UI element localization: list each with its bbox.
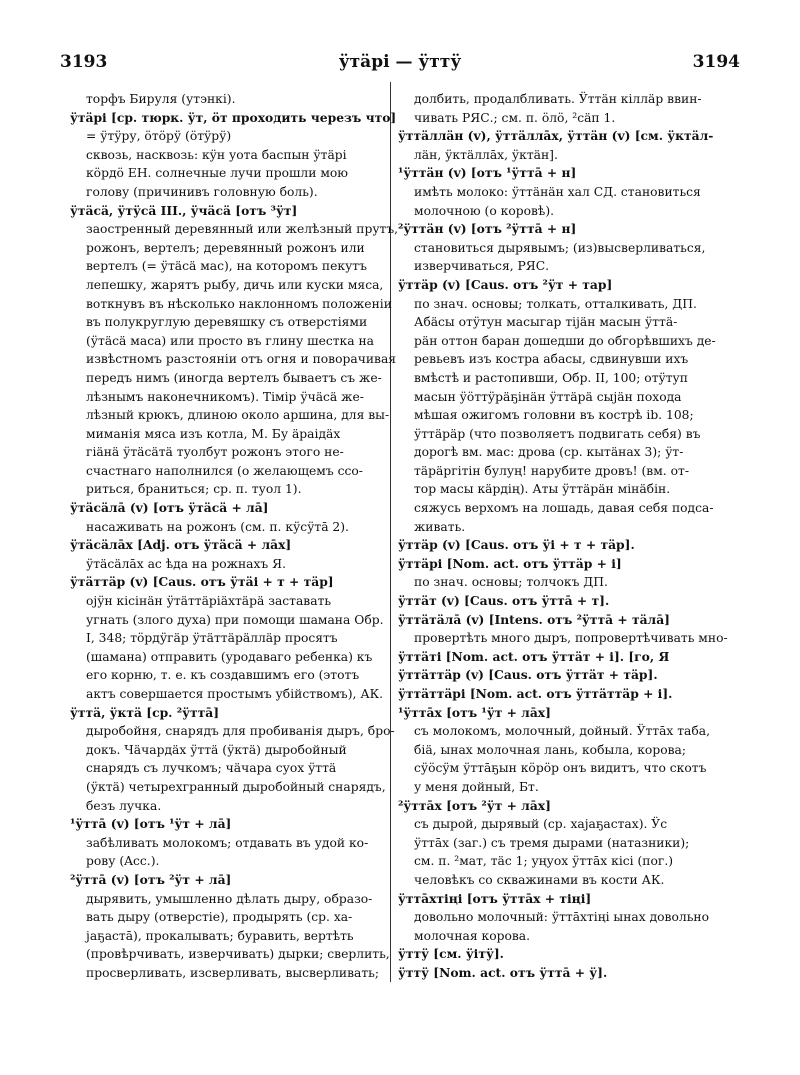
entry-text-line: его корню, т. е. къ создавшимъ его (этотъ (86, 668, 360, 683)
entry-text-line: см. п. ²мат, тäс 1; уңуох ӱттāх кісі (пог.) (414, 854, 674, 869)
entry-text-line: становиться дырявымъ; (из)высверливаться, (414, 240, 706, 255)
entry-text-line: довольно молочный: ӱттāхтіңі ынах довольно (414, 910, 709, 925)
entry-text-line: въ полукруглую деревяшку съ отверстіями (86, 315, 368, 330)
entry-text-line: снарядъ съ лучкомъ; чäчара суох ӱттä (86, 761, 337, 776)
entry-text-line: (провѣрчивать, изверчивать) дырки; сверлить, (86, 947, 390, 962)
entry-text-line: актъ совершается простымъ убійствомъ), АК. (86, 687, 384, 701)
entry-headword-line: ӱттāхтіңі [отъ ӱттāх + тіңі] (398, 890, 592, 906)
entry-text-line: рожонъ, вертелъ; деревянный рожонъ или (86, 240, 365, 255)
entry-text-line: сӱӧсӱм ӱттāҕын кӧрӧр онъ видитъ, что скотъ (414, 761, 707, 776)
entry-text-line: масын ӱӧттӱрäҕінäн ӱттäрä сыјäн похода (414, 389, 682, 404)
entry-text-line: ојӱн кісінäн ӱтäттäріäхтäрä заставать (86, 594, 332, 609)
entry-text-line: Абäсы отӱтун масыгар тіјäн масын ӱттä- (414, 315, 678, 330)
entry-text-line: тäрäргітін булуң! нарубите дровъ! (вм. от- (414, 463, 689, 478)
entry-text-line: забѣливать молокомъ; отдавать въ удой ко- (86, 835, 369, 850)
entry-text-line: лепешку, жарятъ рыбу, дичь или куски мяса, (86, 277, 384, 292)
entry-text-line: провертѣть много дыръ, попровертѣчивать мно- (414, 631, 728, 646)
entry-text-line: у меня дойный, Бт. (414, 779, 539, 794)
entry-headword-line: ӱтäсäлāх [Adj. отъ ӱтäсä + лāх] (70, 537, 292, 553)
entry-text-line: миманія мяса изъ котла, М. Бу äраідäх (86, 426, 341, 441)
entry-text-line: вмѣстѣ и растопивши, Обр. II, 100; отӱтуп (414, 370, 688, 385)
entry-text-line: біä, ынах молочная лань, кобыла, корова; (414, 742, 687, 757)
right-column (398, 90, 734, 983)
entry-headword-line: ӱттäр (v) [Caus. отъ ²ӱт + тар] (398, 276, 613, 292)
entry-headword-line: ӱтäттäр (v) [Caus. отъ ӱтäі + т + тäр] (70, 574, 334, 590)
entry-headword-line: ӱттӱ [см. ӱітӱ]. (398, 946, 504, 962)
entry-text-line: передъ нимъ (иногда вертелъ бываетъ съ же- (86, 370, 382, 385)
entry-headword-line: ²ӱттā (v) [отъ ²ӱт + лā] (70, 871, 232, 887)
entry-text-line: (шамана) отправить (уродаваго ребенка) къ (86, 649, 373, 664)
entry-headword-line: ӱттäр (v) [Caus. отъ ӱі + т + тäр]. (398, 537, 635, 553)
entry-headword-line: ¹ӱттā (v) [отъ ¹ӱт + лā] (70, 816, 232, 832)
entry-text-line: человѣкъ со скважинами въ кости АК. (414, 872, 665, 887)
entry-text-line: I, 348; тӧрдӱгäр ӱтäттäрäллäр просятъ (86, 631, 338, 646)
entry-headword-line: ӱттäтäлā (v) [Intens. отъ ²ӱттā + тäлā] (398, 611, 670, 627)
entry-text-line: дыробойня, снарядъ для пробиванія дыръ, бро- (86, 724, 395, 739)
entry-text-line: по знач. основы; толкать, отталкивать, ДП. (414, 296, 697, 311)
entry-headword-line: ӱттäт (v) [Caus. отъ ӱттā + т]. (398, 593, 610, 609)
entry-text-line: лäн, ӱктäллāх, ӱктäн]. (414, 147, 558, 162)
entry-text-line: рову (Acc.). (86, 854, 160, 869)
entry-text-line: дорогѣ вм. мас: дрова (ср. кытäнах 3); ӱт- (414, 445, 684, 460)
entry-text-line: сяжусь верхомъ на лошадь, давая себя подса- (414, 501, 714, 516)
entry-text-line: съ дырой, дырявый (ср. хајаҕастах). Ӱс (414, 817, 668, 832)
entry-text-line: просверливать, изсверливать, высверливать; (86, 965, 380, 980)
entry-text-line: ӱттäрäр (что позволяетъ подвигать себя) въ (414, 426, 701, 441)
entry-headword-line: ¹ӱттäн (v) [отъ ¹ӱттā + н] (398, 165, 577, 181)
entry-headword-line: ²ӱттāх [отъ ²ӱт + лāх] (398, 797, 551, 813)
entry-headword-line: ӱттäттäр (v) [Caus. отъ ӱттäт + тäр]. (398, 667, 658, 683)
entry-text-line: чивать РЯС.; см. п. ӧлӧ, ²сäп 1. (414, 110, 616, 125)
entry-text-line: лѣзнымъ наконечникомъ). Тімір ӱчäсä же- (86, 389, 364, 404)
left-page-number: 3193 (60, 52, 108, 72)
entry-text-line: долбить, продалбливать. Ӱттäн кіллäр ввин- (414, 92, 702, 106)
entry-text-line: изверчиваться, РЯС. (414, 259, 550, 274)
entry-text-line: счастнаго наполнился (о желающемъ ссо- (86, 463, 363, 478)
entry-text-line: риться, браниться; ср. п. туол 1). (86, 482, 302, 497)
entry-headword-line: ²ӱттäн (v) [отъ ²ӱттā + н] (398, 221, 577, 237)
entry-headword-line: ӱтäрі [ср. тюрк. ӱт, ӧт проходить черезъ что] (70, 109, 397, 125)
entry-text-line: докъ. Чäчардäх ӱттä (ӱктä) дыробойный (86, 742, 347, 757)
entry-text-line: вертелъ (= ӱтäсä мас), на которомъ пекутъ (86, 259, 367, 274)
entry-headword-line: ӱттäллäн (v), ӱттäллāх, ӱттäн (v) [см. ӱктäл- (398, 128, 714, 144)
entry-text-line: = ӱтӱру, ӧтӧрӱ (ӧтӱрӱ) (86, 129, 232, 144)
entry-text-line: гіäнä ӱтäсäтä туолбут рожонъ этого не- (86, 445, 344, 460)
right-page-number: 3194 (692, 52, 740, 72)
entry-text-line: по знач. основы; толчокъ ДП. (414, 575, 608, 590)
entry-text-line: рäн оттон баран дошедши до обгорѣвшихъ де- (414, 333, 716, 348)
entry-headword-line: ӱттäттäрі [Nom. act. отъ ӱттäттäр + і]. (398, 686, 673, 701)
running-title: ӱтäрі — ӱттӱ (338, 52, 462, 72)
entry-headword-line: ӱтäсä, ӱтӱсä III., ӱчäсä [отъ ³ӱт] (70, 202, 298, 218)
entry-text-line: (ӱтäсä маса) или просто въ глину шестка на (86, 333, 374, 348)
entry-text-line: воткнувъ въ нѣсколько наклонномъ положеніи (86, 296, 392, 311)
entry-text-line: сквозь, насквозь: кӱн уота баспын ӱтäрі (86, 147, 347, 162)
entry-headword-line: ӱттä, ӱктä [ср. ²ӱттā] (70, 704, 220, 720)
entry-text-line: молочною (о коровѣ). (414, 203, 555, 218)
entry-text-line: имѣть молоко: ӱттäнäн хал СД. становиться (414, 184, 701, 199)
entry-text-line: голову (причинивъ головную боль). (86, 184, 318, 199)
entry-text-line: дырявить, умышленно дѣлать дыру, образо- (86, 891, 373, 906)
entry-headword-line: ӱттäрі [Nom. act. отъ ӱттäр + і] (398, 555, 622, 571)
entry-text-line: кӧрдӧ ЕН. солнечные лучи прошли мою (86, 166, 349, 181)
page-header (60, 52, 740, 74)
entry-text-line: съ молокомъ, молочный, дойный. Ӱттāх таба, (414, 724, 711, 739)
entry-text-line: (ӱктä) четырехгранный дыробойный снарядъ, (86, 779, 386, 794)
entry-text-line: насаживать на рожонъ (см. п. кӱсӱтā 2). (86, 519, 349, 534)
entry-headword-line: ӱттäті [Nom. act. отъ ӱттäт + і]. [го, Я (398, 648, 670, 664)
entry-headword-line: ӱттӱ [Nom. act. отъ ӱттā + ӱ]. (398, 964, 608, 980)
entry-text-line: тор масы кäрдің). Аты ӱттäрäн мінäбін. (414, 482, 671, 497)
entry-text-line: безъ лучка. (86, 798, 162, 813)
entry-headword-line: ӱтäсäлā (v) [отъ ӱтäсä + лā] (70, 500, 269, 516)
entry-text-line: лѣзный крюкъ, длиною около аршина, для вы- (86, 408, 390, 423)
entry-text-line: вать дыру (отверстіе), продырять (ср. ха- (86, 910, 353, 925)
entry-text-line: извѣстномъ разстояніи отъ огня и поворачивая (86, 352, 397, 367)
entry-headword-line: ¹ӱттāх [отъ ¹ӱт + лāх] (398, 704, 551, 720)
entry-text-line: мѣшая ожигомъ головни въ кострѣ ib. 108; (414, 408, 694, 423)
entry-text-line: угнать (злого духа) при помощи шамана Обр. (86, 612, 384, 627)
entry-text-line: ӱттāх (заг.) съ тремя дырами (натазники); (414, 835, 690, 850)
entry-text-line: ревьевъ изъ костра абасы, сдвинувши ихъ (414, 352, 689, 367)
entry-text-line: живать. (414, 519, 466, 534)
entry-text-line: торфъ Бируля (утэнкі). (86, 92, 236, 106)
left-column (70, 90, 400, 983)
entry-text-line: молочная корова. (414, 928, 531, 943)
entry-text-line: ӱтäсäлāх ас ѣда на рожнахъ Я. (86, 556, 286, 571)
entry-text-line: заостренный деревянный или желѣзный прутъ, (86, 222, 399, 237)
entry-text-line: јаҕастā), прокалывать; буравить, вертѣть (86, 928, 354, 943)
